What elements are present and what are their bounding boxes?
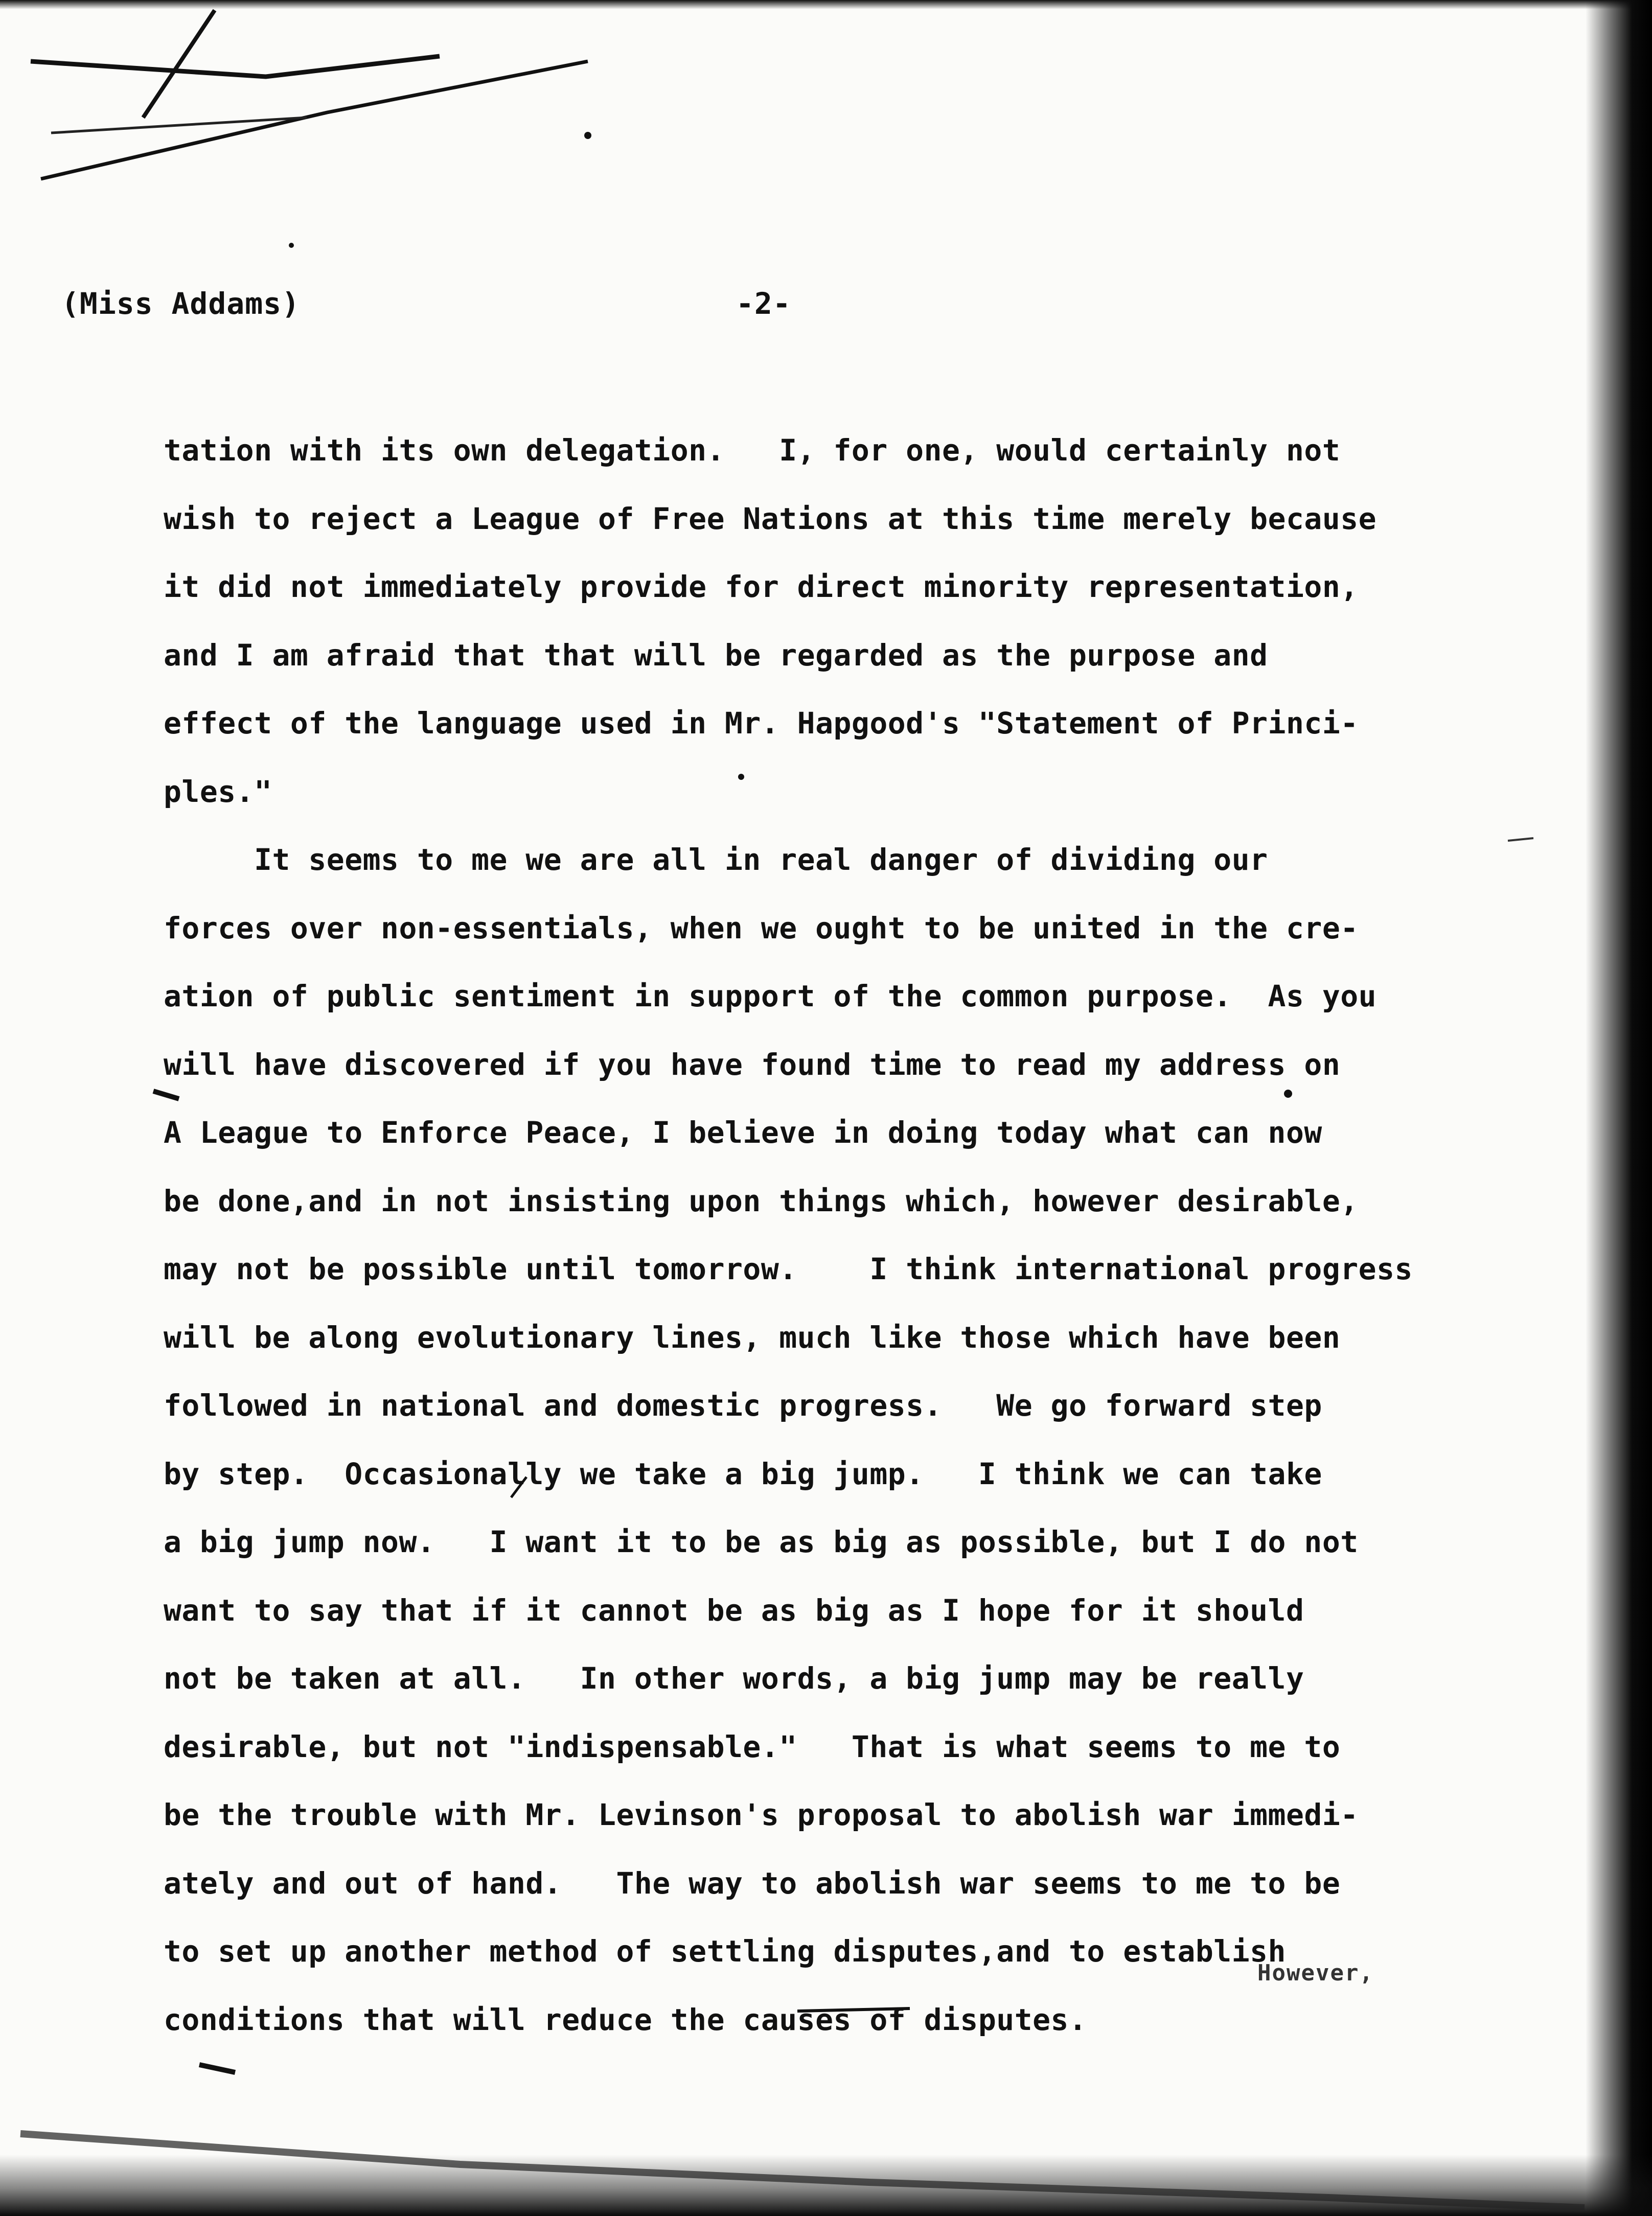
text-line: A League to Enforce Peace, I believe in doing today what can now [164, 1115, 1322, 1150]
text-line: by step. Occasionally we take a big jump. I think we can take [164, 1456, 1322, 1491]
text-line: to set up another method of settling disputes,and to establish [164, 1934, 1286, 1969]
pen-stroke [31, 56, 440, 77]
text-line: be the trouble with Mr. Levinson's proposal to abolish war immedi- [164, 1797, 1359, 1832]
pen-stroke [143, 10, 215, 118]
text-line: effect of the language used in Mr. Hapgood's "Statement of Princi- [164, 706, 1359, 741]
text-line: forces over non-essentials, when we ought to be united in the cre- [164, 910, 1359, 945]
text-line: will be along evolutionary lines, much like those which have been [164, 1320, 1341, 1355]
text-line: be done,and in not insisting upon things which, however desirable, [164, 1183, 1359, 1218]
text-line: may not be possible until tomorrow. I think international progress [164, 1252, 1413, 1286]
text-line: ples." [164, 774, 272, 809]
letter-body [164, 417, 1493, 2054]
text-line: followed in national and domestic progress. We go forward step [164, 1388, 1322, 1423]
text-line: It seems to me we are all in real danger of dividing our [164, 842, 1268, 877]
text-line: a big jump now. I want it to be as big as possible, but I do not [164, 1525, 1359, 1559]
scan-smear [20, 2134, 1585, 2208]
page-number: -2- [736, 286, 791, 321]
text-line: it did not immediately provide for direct minority representation, [164, 569, 1359, 604]
text-line: desirable, but not "indispensable." That is what seems to me to [164, 1729, 1341, 1764]
page-header [61, 286, 1544, 337]
text-line: ately and out of hand. The way to abolish war seems to me to be [164, 1865, 1341, 1901]
text-line: and I am afraid that that will be regarded as the purpose and [164, 637, 1268, 673]
continuation-word: However, [1257, 1960, 1374, 1986]
speck [1508, 838, 1533, 841]
speck [199, 2065, 235, 2072]
text-line: wish to reject a League of Free Nations at this time merely because [164, 501, 1377, 536]
text-line: not be taken at all. In other words, a big jump may be really [164, 1661, 1304, 1696]
speck [584, 132, 591, 139]
text-line: ation of public sentiment in support of the common purpose. As you [164, 979, 1377, 1013]
text-line: conditions that will reduce the causes of disputes. [164, 2002, 1087, 2037]
pen-stroke [41, 61, 588, 179]
text-line: will have discovered if you have found time to read my address on [164, 1047, 1341, 1082]
recipient-label: (Miss Addams) [61, 286, 300, 321]
text-line: want to say that if it cannot be as big as I hope for it should [164, 1592, 1304, 1628]
speck [289, 243, 294, 248]
text-line: tation with its own delegation. I, for one, would certainly not [164, 433, 1341, 468]
